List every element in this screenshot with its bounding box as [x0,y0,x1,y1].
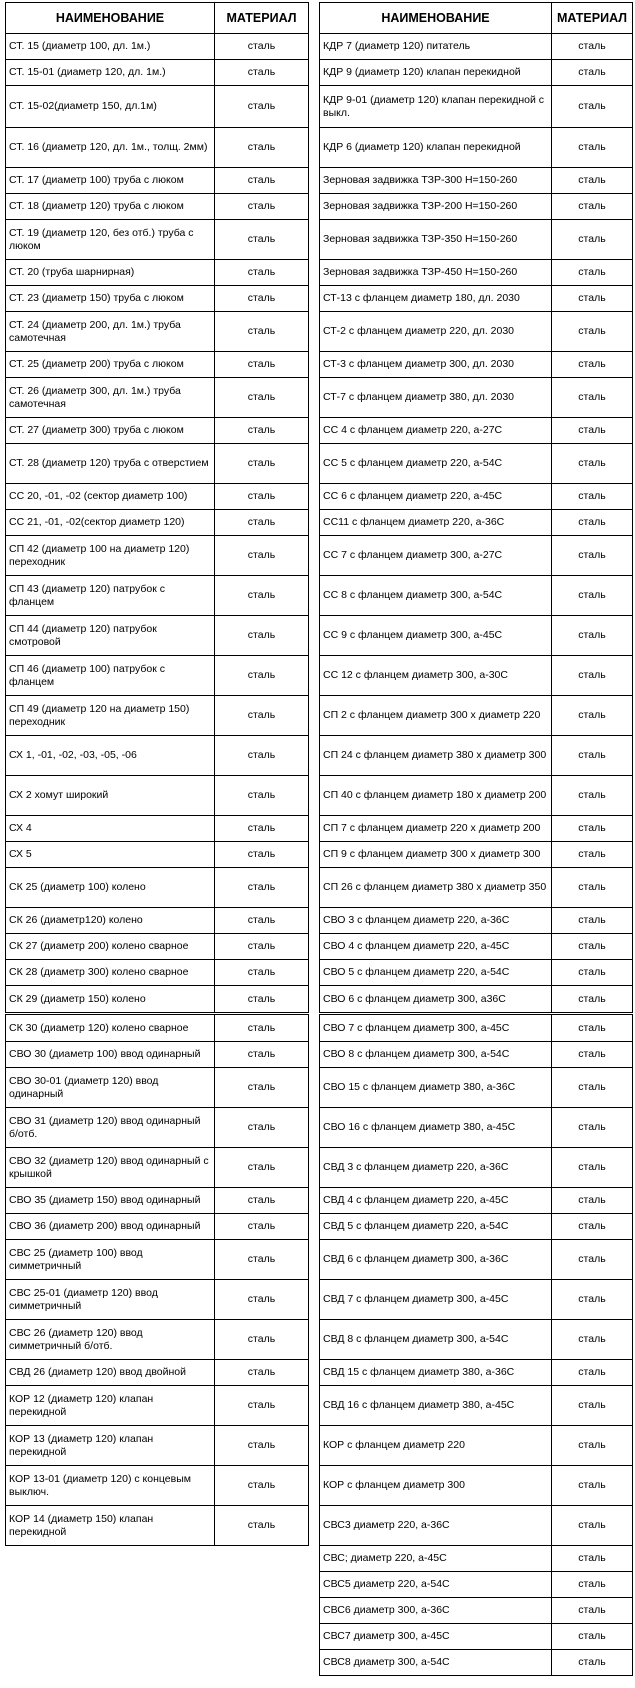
table-row [6,616,309,656]
item-material: сталь [552,444,633,484]
item-material: сталь [552,312,633,352]
item-material: сталь [552,1280,633,1320]
item-name: СС 12 с фланцем диаметр 300, а-30С [320,656,552,696]
item-material: сталь [552,868,633,908]
item-name: СВО 30 (диаметр 100) ввод одинарный [6,1042,215,1068]
table-row [6,1042,309,1068]
item-name: СК 29 (диаметр 150) колено [6,986,215,1014]
item-name: СП 49 (диаметр 120 на диаметр 150) переходник [6,696,215,736]
table-row [6,1360,309,1386]
table-row [6,656,309,696]
item-material: сталь [215,312,309,352]
item-name: СВД 7 с фланцем диаметр 300, а-45С [320,1280,552,1320]
item-name: СТ-13 с фланцем диаметр 180, дл. 2030 [320,286,552,312]
item-name: СВО 6 с фланцем диаметр 300, а36С [320,986,552,1014]
item-name: СВД 5 с фланцем диаметр 220, а-54С [320,1214,552,1240]
table-row [320,1042,633,1068]
item-material: сталь [552,60,633,86]
item-name: СВД 3 с фланцем диаметр 220, а-36С [320,1148,552,1188]
item-material: сталь [215,220,309,260]
item-name: СТ-3 с фланцем диаметр 300, дл. 2030 [320,352,552,378]
item-name: СС11 с фланцем диаметр 220, а-36С [320,510,552,536]
item-name: Зерновая задвижка ТЗР-200 Н=150-260 [320,194,552,220]
item-material: сталь [215,1214,309,1240]
table-row [6,1320,309,1360]
item-name: СТ. 18 (диаметр 120) труба с люком [6,194,215,220]
item-material: сталь [552,1188,633,1214]
item-material: сталь [215,536,309,576]
item-material: сталь [215,286,309,312]
item-name: Зерновая задвижка ТЗР-450 Н=150-260 [320,260,552,286]
item-name: СВС8 диаметр 300, а-54С [320,1650,552,1676]
item-material: сталь [215,34,309,60]
item-name: СВО 31 (диаметр 120) ввод одинарный б/отб. [6,1108,215,1148]
item-material: сталь [215,1108,309,1148]
item-name: СХ 4 [6,816,215,842]
item-material: сталь [215,960,309,986]
item-name: СТ. 24 (диаметр 200, дл. 1м.) труба самотечная [6,312,215,352]
item-material: сталь [552,986,633,1014]
table-row [6,484,309,510]
item-name: СТ. 20 (труба шарнирная) [6,260,215,286]
item-name: СС 8 с фланцем диаметр 300, а-54С [320,576,552,616]
table-row [320,128,633,168]
item-material: сталь [552,86,633,128]
table-row [6,1014,309,1042]
table-row [6,816,309,842]
item-name: СТ. 28 (диаметр 120) труба с отверстием [6,444,215,484]
item-material: сталь [552,536,633,576]
item-material: сталь [552,1546,633,1572]
item-name: СК 25 (диаметр 100) колено [6,868,215,908]
item-material: сталь [552,1426,633,1466]
item-material: сталь [215,1280,309,1320]
item-name: СС 4 с фланцем диаметр 220, а-27С [320,418,552,444]
item-name: СС 20, -01, -02 (сектор диаметр 100) [6,484,215,510]
item-name: СП 44 (диаметр 120) патрубок смотровой [6,616,215,656]
item-name: СВД 6 с фланцем диаметр 300, а-36С [320,1240,552,1280]
item-material: сталь [552,510,633,536]
item-material: сталь [215,868,309,908]
item-material: сталь [215,1360,309,1386]
table-row [320,86,633,128]
item-material: сталь [552,1148,633,1188]
item-name: СС 5 с фланцем диаметр 220, а-54С [320,444,552,484]
table-row [6,776,309,816]
table-row [320,1624,633,1650]
table-row [6,1386,309,1426]
item-name: СП 7 с фланцем диаметр 220 х диаметр 200 [320,816,552,842]
item-material: сталь [552,1108,633,1148]
table-row [6,260,309,286]
item-material: сталь [215,1506,309,1546]
item-material: сталь [552,1598,633,1624]
item-material: сталь [552,484,633,510]
table-row [6,1506,309,1546]
item-material: сталь [552,418,633,444]
table-row [320,1426,633,1466]
table-row [6,444,309,484]
table-row [6,86,309,128]
item-name: СВД 8 с фланцем диаметр 300, а-54С [320,1320,552,1360]
item-name: СП 42 (диаметр 100 на диаметр 120) переходник [6,536,215,576]
table-row [320,1188,633,1214]
table-row [320,842,633,868]
table-row [320,484,633,510]
item-name: СК 27 (диаметр 200) колено сварное [6,934,215,960]
table-row [320,934,633,960]
item-name: СВО 5 с фланцем диаметр 220, а-54С [320,960,552,986]
item-material: сталь [215,1068,309,1108]
item-name: СТ-2 с фланцем диаметр 220, дл. 2030 [320,312,552,352]
item-name: СТ. 26 (диаметр 300, дл. 1м.) труба самотечная [6,378,215,418]
table-row [6,1466,309,1506]
item-material: сталь [552,616,633,656]
item-material: сталь [552,1042,633,1068]
item-material: сталь [215,1188,309,1214]
item-name: КОР с фланцем диаметр 220 [320,1426,552,1466]
item-name: СС 21, -01, -02(сектор диаметр 120) [6,510,215,536]
item-material: сталь [552,934,633,960]
table-row [6,576,309,616]
table-row [6,312,309,352]
item-name: СВО 35 (диаметр 150) ввод одинарный [6,1188,215,1214]
item-name: КДР 9 (диаметр 120) клапан перекидной [320,60,552,86]
item-name: СВД 26 (диаметр 120) ввод двойной [6,1360,215,1386]
table-row [6,194,309,220]
product-table-left [5,2,309,1546]
item-material: сталь [215,260,309,286]
item-name: СХ 5 [6,842,215,868]
table-row [320,418,633,444]
item-name: СВС; диаметр 220, а-45С [320,1546,552,1572]
item-material: сталь [552,220,633,260]
table-row [320,1240,633,1280]
item-name: СВС 25 (диаметр 100) ввод симметричный [6,1240,215,1280]
item-material: сталь [215,378,309,418]
column-header-material: МАТЕРИАЛ [215,3,309,34]
item-material: сталь [215,60,309,86]
table-row [320,444,633,484]
table-row [6,1426,309,1466]
table-row [320,908,633,934]
table-row [6,536,309,576]
item-material: сталь [552,1572,633,1598]
table-row [6,1240,309,1280]
item-material: сталь [215,86,309,128]
item-material: сталь [552,842,633,868]
table-row [6,868,309,908]
item-name: СТ. 17 (диаметр 100) труба с люком [6,168,215,194]
item-name: СВО 7 с фланцем диаметр 300, а-45С [320,1014,552,1042]
item-material: сталь [552,194,633,220]
table-row [6,986,309,1014]
table-row [6,1148,309,1188]
table-row [6,1280,309,1320]
table-row [320,1320,633,1360]
item-name: Зерновая задвижка ТЗР-300 Н=150-260 [320,168,552,194]
item-material: сталь [552,378,633,418]
item-name: СВО 15 с фланцем диаметр 380, а-36С [320,1068,552,1108]
table-row [320,1650,633,1676]
item-name: СП 24 с фланцем диаметр 380 х диаметр 300 [320,736,552,776]
item-name: СТ. 16 (диаметр 120, дл. 1м., толщ. 2мм) [6,128,215,168]
table-row [320,960,633,986]
item-material: сталь [215,696,309,736]
table-row [320,1506,633,1546]
item-name: СВС7 диаметр 300, а-45С [320,1624,552,1650]
item-material: сталь [215,510,309,536]
item-name: СТ. 23 (диаметр 150) труба с люком [6,286,215,312]
item-material: сталь [215,194,309,220]
table-row [6,1068,309,1108]
table-row [6,352,309,378]
table-row [6,1214,309,1240]
table-row [6,696,309,736]
item-material: сталь [215,484,309,510]
table-row [320,986,633,1014]
item-material: сталь [215,816,309,842]
item-name: СВД 16 с фланцем диаметр 380, а-45С [320,1386,552,1426]
table-row [320,312,633,352]
item-name: СП 46 (диаметр 100) патрубок с фланцем [6,656,215,696]
item-material: сталь [215,736,309,776]
item-material: сталь [215,418,309,444]
item-name: СТ. 15-01 (диаметр 120, дл. 1м.) [6,60,215,86]
table-row [320,868,633,908]
item-material: сталь [552,1320,633,1360]
item-material: сталь [552,736,633,776]
item-material: сталь [552,1386,633,1426]
table-row [320,1598,633,1624]
item-name: СВО 8 с фланцем диаметр 300, а-54С [320,1042,552,1068]
table-row [320,576,633,616]
item-name: КОР 14 (диаметр 150) клапан перекидной [6,1506,215,1546]
item-material: сталь [215,842,309,868]
item-material: сталь [215,576,309,616]
item-material: сталь [552,128,633,168]
table-row [6,286,309,312]
item-name: СВС 26 (диаметр 120) ввод симметричный б/отб. [6,1320,215,1360]
table-row [320,1108,633,1148]
item-name: СВО 4 с фланцем диаметр 220, а-45С [320,934,552,960]
item-material: сталь [552,352,633,378]
table-row [6,378,309,418]
item-material: сталь [215,1014,309,1042]
item-name: СВО 32 (диаметр 120) ввод одинарный с крышкой [6,1148,215,1188]
item-name: СХ 2 хомут широкий [6,776,215,816]
table-row [320,536,633,576]
item-name: СВС6 диаметр 300, а-36С [320,1598,552,1624]
table-row [320,696,633,736]
item-name: СК 26 (диаметр120) колено [6,908,215,934]
item-name: КОР 12 (диаметр 120) клапан перекидной [6,1386,215,1426]
item-material: сталь [215,1240,309,1280]
item-name: СК 30 (диаметр 120) колено сварное [6,1014,215,1042]
item-name: СВД 15 с фланцем диаметр 380, а-36С [320,1360,552,1386]
item-name: СХ 1, -01, -02, -03, -05, -06 [6,736,215,776]
table-row [6,736,309,776]
item-material: сталь [215,776,309,816]
item-name: КДР 9-01 (диаметр 120) клапан перекидной с выкл. [320,86,552,128]
item-name: СТ-7 с фланцем диаметр 380, дл. 2030 [320,378,552,418]
table-row [320,616,633,656]
item-name: СП 40 с фланцем диаметр 180 х диаметр 200 [320,776,552,816]
item-material: сталь [552,286,633,312]
item-material: сталь [552,908,633,934]
item-material: сталь [215,1042,309,1068]
table-row [320,1546,633,1572]
item-material: сталь [215,444,309,484]
item-name: СС 9 с фланцем диаметр 300, а-45С [320,616,552,656]
table-row [320,168,633,194]
item-name: СТ. 15 (диаметр 100, дл. 1м.) [6,34,215,60]
item-material: сталь [215,1426,309,1466]
table-row [6,60,309,86]
item-material: сталь [552,1466,633,1506]
table-row [320,1386,633,1426]
item-material: сталь [215,128,309,168]
item-material: сталь [215,352,309,378]
item-material: сталь [552,1650,633,1676]
item-material: сталь [552,816,633,842]
item-material: сталь [215,908,309,934]
item-name: СТ. 27 (диаметр 300) труба с люком [6,418,215,444]
item-name: СВО 36 (диаметр 200) ввод одинарный [6,1214,215,1240]
item-name: СВС5 диаметр 220, а-54С [320,1572,552,1598]
table-row [6,220,309,260]
column-header-name: НАИМЕНОВАНИЕ [6,3,215,34]
item-name: Зерновая задвижка ТЗР-350 Н=150-260 [320,220,552,260]
item-name: КОР с фланцем диаметр 300 [320,1466,552,1506]
item-name: СВС3 диаметр 220, а-36С [320,1506,552,1546]
item-name: СВС 25-01 (диаметр 120) ввод симметричный [6,1280,215,1320]
item-material: сталь [552,1506,633,1546]
table-row [6,1108,309,1148]
table-row [320,776,633,816]
item-material: сталь [552,1360,633,1386]
table-row [320,1148,633,1188]
item-material: сталь [552,34,633,60]
table-row [6,960,309,986]
table-row [320,736,633,776]
table-row [320,1068,633,1108]
column-header-name: НАИМЕНОВАНИЕ [320,3,552,34]
item-name: СТ. 25 (диаметр 200) труба с люком [6,352,215,378]
table-row [320,1014,633,1042]
table-row [320,352,633,378]
item-material: сталь [552,168,633,194]
item-name: СП 26 с фланцем диаметр 380 х диаметр 350 [320,868,552,908]
table-row [320,656,633,696]
item-material: сталь [215,1320,309,1360]
table-row [6,510,309,536]
table-row [320,1466,633,1506]
item-material: сталь [552,576,633,616]
item-name: КДР 7 (диаметр 120) питатель [320,34,552,60]
item-name: СВО 16 с фланцем диаметр 380, а-45С [320,1108,552,1148]
item-name: СТ. 19 (диаметр 120, без отб.) труба с люком [6,220,215,260]
table-row [6,128,309,168]
item-name: СВО 30-01 (диаметр 120) ввод одинарный [6,1068,215,1108]
item-name: СВО 3 с фланцем диаметр 220, а-36С [320,908,552,934]
table-row [6,934,309,960]
table-row [320,34,633,60]
item-name: СК 28 (диаметр 300) колено сварное [6,960,215,986]
column-header-material: МАТЕРИАЛ [552,3,633,34]
table-row [6,1188,309,1214]
table-row [320,60,633,86]
item-name: СС 6 с фланцем диаметр 220, а-45С [320,484,552,510]
item-name: КОР 13-01 (диаметр 120) с концевым выключ. [6,1466,215,1506]
table-row [320,1214,633,1240]
item-name: СС 7 с фланцем диаметр 300, а-27С [320,536,552,576]
item-material: сталь [552,1068,633,1108]
table-header-row [320,3,633,34]
table-row [320,1280,633,1320]
table-row [6,34,309,60]
table-row [320,260,633,286]
table-row [320,816,633,842]
table-row [6,842,309,868]
item-material: сталь [215,1466,309,1506]
item-material: сталь [552,776,633,816]
table-row [320,510,633,536]
item-material: сталь [215,656,309,696]
table-row [320,1360,633,1386]
item-material: сталь [215,616,309,656]
item-material: сталь [552,1624,633,1650]
item-material: сталь [552,1240,633,1280]
item-name: СТ. 15-02(диаметр 150, дл.1м) [6,86,215,128]
table-row [6,168,309,194]
item-name: СП 9 с фланцем диаметр 300 х диаметр 300 [320,842,552,868]
item-material: сталь [215,168,309,194]
item-material: сталь [552,960,633,986]
item-material: сталь [552,696,633,736]
table-header-row [6,3,309,34]
item-name: КОР 13 (диаметр 120) клапан перекидной [6,1426,215,1466]
item-name: СП 43 (диаметр 120) патрубок с фланцем [6,576,215,616]
table-row [320,1572,633,1598]
table-row [320,286,633,312]
item-material: сталь [215,1386,309,1426]
item-material: сталь [215,986,309,1014]
item-name: СВД 4 с фланцем диаметр 220, а-45С [320,1188,552,1214]
table-row [320,220,633,260]
item-material: сталь [215,934,309,960]
item-material: сталь [552,1214,633,1240]
table-row [6,908,309,934]
item-material: сталь [215,1148,309,1188]
table-row [320,194,633,220]
item-material: сталь [552,1014,633,1042]
product-table-right [319,2,633,1676]
item-material: сталь [552,260,633,286]
item-material: сталь [552,656,633,696]
table-row [6,418,309,444]
table-row [320,378,633,418]
item-name: СП 2 с фланцем диаметр 300 х диаметр 220 [320,696,552,736]
item-name: КДР 6 (диаметр 120) клапан перекидной [320,128,552,168]
